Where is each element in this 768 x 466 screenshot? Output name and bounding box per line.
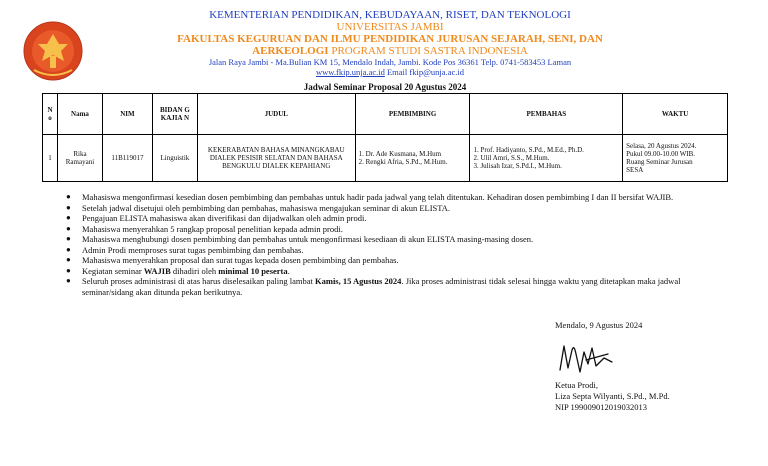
cell-nama: Rika Ramayani [57,135,102,182]
pembimbing-1: 1. Dr. Ade Kusmana, M.Hum [358,150,442,158]
ministry-title: KEMENTERIAN PENDIDIKAN, KEBUDAYAAN, RISET, DAN TEKNOLOGI [209,9,571,21]
list-item: ● Mahasiswa mengonfirmasi kesedian dosen pembimbing dan pembahas untuk hadir pada jadwal yang telah ditentukan. Kehadiran dosen pembimbing I dan II bersifat WAJIB. [66,192,716,203]
contact-line [170,66,610,78]
note-text: dihadiri oleh [170,265,219,276]
list-item: ● Mahasiswa menghubungi dosen pembimbing dan pembahas untuk mengonfirmasi kesediaan di akun ELISTA masing-masing dosen. [66,234,716,245]
cell-bidang: Linguistik [152,135,197,182]
pembahas-1: 1. Prof. Hadiyanto, S.Pd., M.Ed., Ph.D. [473,146,584,154]
list-item [66,276,716,297]
faculty-title-cont: AERKEOLOGI [252,45,329,57]
signature-icon [556,340,616,380]
address-line: Jalan Raya Jambi - Ma.Bulian KM 15, Mendalo Indah, Jambi. Kode Pos 36361 Telp. 0741-583453 Laman [208,57,572,67]
schedule-caption: Jadwal Seminar Proposal 20 Agustus 2024 [303,82,467,92]
program-title: PROGRAM STUDI SASTRA INDONESIA [328,45,528,57]
waktu-room-cont: SESA [626,166,644,174]
note-text: . [287,265,290,276]
university-title: UNIVERSITAS JAMBI [336,21,444,33]
col-pembahas: PEMBAHAS [470,94,623,135]
list-item [66,266,716,277]
note-bold: minimal 10 peserta [218,265,288,276]
note-text: Seluruh proses administrasi di atas harus diselesaikan paling lambat [82,276,315,286]
note-bold: WAJIB [143,265,171,276]
col-pembimbing: PEMBIMBING [355,94,470,135]
note-text: . Jika proses administrasi tidak selesai hingga waktu yang ditetapkan maka jadwal seminar/sidang akan ditunda pekan berikutnya. [82,276,681,297]
pembahas-2: 2. Ulil Amri, S.S., M.Hum. [473,154,550,162]
list-item: ● Pengajuan ELISTA mahasiswa akan diverifikasi dan dijadwalkan oleh admin prodi. [66,213,716,224]
notes-list [66,192,716,297]
cell-nim: 11B119017 [102,135,152,182]
faculty-title: FAKULTAS KEGURUAN DAN ILMU PENDIDIKAN JURUSAN SEJARAH, SENI, DAN [177,33,603,45]
cell-judul: KEKERABATAN BAHASA MINANGKABAU DIALEK PESISIR SELATAN DAN BAHASA BENGKULU DIALEK KEPAHIANG [197,135,355,182]
list-item: ● Mahasiswa menyerahkan proposal dan surat tugas kepada dosen pembimbing dan pembahas. [66,255,716,266]
col-nim: NIM [102,94,152,135]
website-link[interactable]: www.fkip.unja.ac.id [316,67,385,77]
col-waktu: WAKTU [623,94,728,135]
pembahas-3: 3. Julisah Izar, S.Pd.I., M.Hum. [473,162,562,170]
university-logo-icon [22,20,84,82]
schedule-table [42,93,728,182]
note-text: Kegiatan seminar [82,265,144,276]
waktu-time: Pukul 09.00-10.00 WIB. [626,150,696,158]
cell-pembahas [470,135,623,182]
email-text: Email fkip@unja.ac.id [384,67,464,77]
waktu-date: Selasa, 20 Agustus 2024. [626,142,697,150]
col-bidang: BIDAN G KAJIA N [152,94,197,135]
place-date: Mendalo, 9 Agustus 2024 [555,320,643,330]
cell-no: 1 [43,135,58,182]
signer-role: Ketua Prodi, [555,380,598,390]
list-item: ● Mahasiswa menyerahkan 5 rangkap proposal penelitian kepada admin prodi. [66,224,716,235]
col-nama: Nama [57,94,102,135]
col-no: N o [43,94,58,135]
table-row [43,135,728,182]
cell-waktu [623,135,728,182]
table-header-row [43,94,728,135]
signer-name: Liza Septa Wilyanti, S.Pd., M.Pd. [555,391,670,401]
cell-pembimbing [355,135,470,182]
col-judul: JUDUL [197,94,355,135]
signer-nip: NIP 199009012019032013 [555,402,648,412]
list-item: ● Setelah jadwal disetujui oleh pembimbing dan pembahas, mahasiswa mengajukan seminar di akun ELISTA. [66,203,716,214]
pembimbing-2: 2. Rengki Afria, S.Pd., M.Hum. [358,158,448,166]
list-item: ● Admin Prodi memproses surat tugas pembimbing dan pembahas. [66,245,716,256]
note-bold: Kamis, 15 Agustus 2024 [315,276,402,286]
waktu-room: Ruang Seminar Jurusan [626,158,693,166]
